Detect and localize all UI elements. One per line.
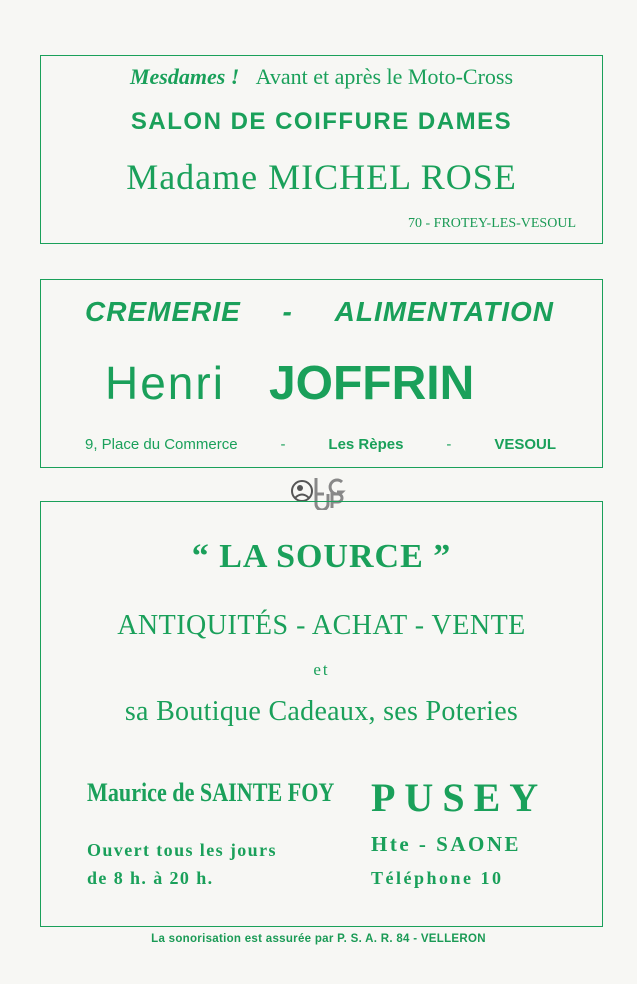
owner-name: Maurice de SAINTE FOY [87, 778, 335, 807]
address-street: 9, Place du Commerce [85, 436, 238, 453]
boutique-line: sa Boutique Cadeaux, ses Poteries [124, 696, 519, 727]
footer-credit: La sonorisation est assurée par P. S. A. R. 84 - VELLERON [151, 933, 486, 945]
services-line: ANTIQUITÉS - ACHAT - VENTE [117, 610, 526, 641]
address-text: 70 - FROTEY-LES-VESOUL [408, 216, 576, 231]
conjunction-text: et [313, 660, 330, 679]
address-city: VESOUL [494, 436, 556, 453]
shop-address [85, 436, 556, 453]
business-name: SALON DE COIFFURE DAMES [130, 108, 513, 135]
proprietor-name [105, 356, 602, 411]
ad-hair-salon [40, 55, 603, 244]
ad-cremerie [40, 279, 603, 468]
owner-name: Madame MICHEL ROSE [126, 157, 517, 197]
ad-hair-salon-headline [41, 64, 602, 90]
address-separator: - [446, 436, 452, 453]
ad-la-source [40, 501, 603, 927]
shop-type [85, 296, 554, 328]
address-separator: - [280, 436, 286, 453]
department-name: Hte - SAONE [371, 832, 521, 856]
proprietor-first-name: Henri [105, 357, 225, 409]
tagline-text: Avant et après le Moto-Cross [255, 64, 514, 89]
shop-title: “ LA SOURCE ” [191, 538, 452, 575]
opening-hours-line1: Ouvert tous les jours [87, 840, 277, 860]
phone-number: Téléphone 10 [371, 868, 504, 888]
greeting-text: Mesdames ! [129, 64, 240, 89]
town-name: PUSEY [371, 775, 548, 820]
address-area: Les Rèpes [328, 436, 404, 453]
shop-type-separator: - [282, 296, 293, 327]
opening-hours-line2: de 8 h. à 20 h. [87, 868, 214, 888]
shop-type-left: CREMERIE [85, 296, 241, 327]
proprietor-last-name: JOFFRIN [268, 357, 475, 410]
shop-type-right: ALIMENTATION [334, 296, 554, 327]
